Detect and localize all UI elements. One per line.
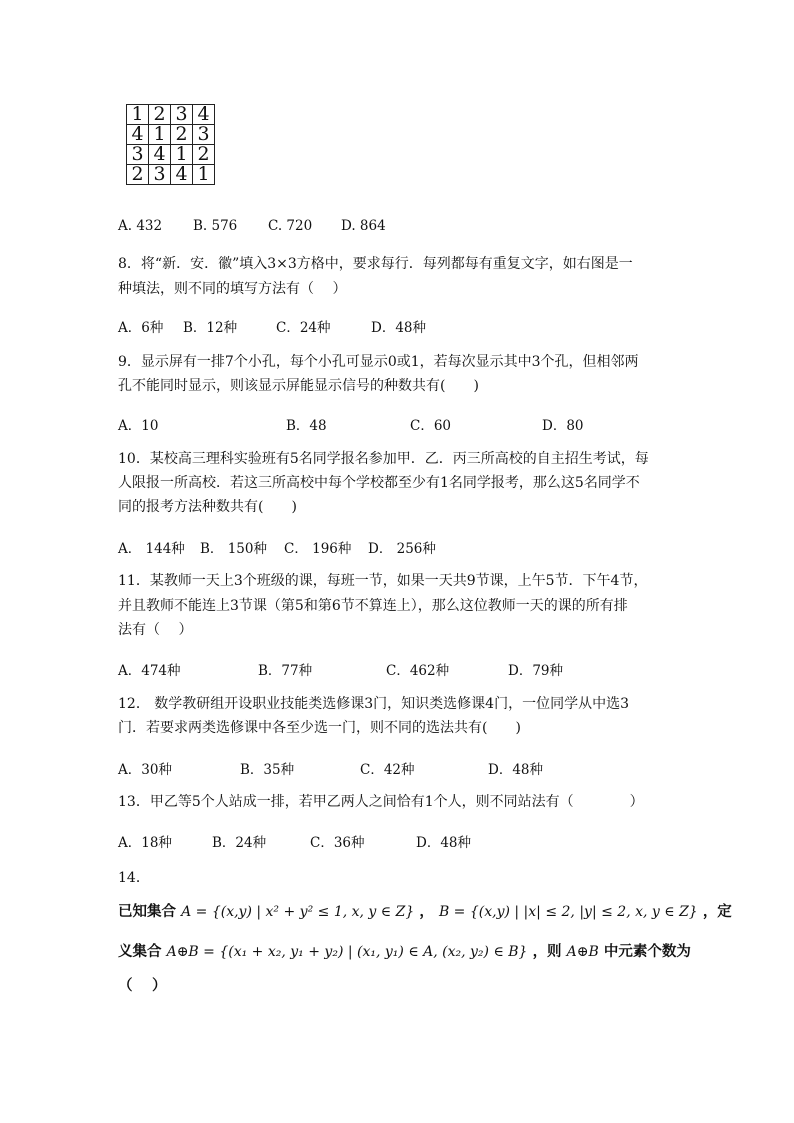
grid-cell: 1 [149,125,171,145]
q14-line-1 [118,900,732,921]
option-a: A．10 [118,418,159,434]
grid-cell: 4 [149,145,171,165]
grid-cell: 1 [171,145,193,165]
option-d: D. 864 [341,218,386,234]
option-b: B．77种 [258,663,313,679]
q14-line-2 [118,940,691,961]
grid-cell: 2 [127,165,149,185]
option-a: A．474种 [118,663,181,679]
grid-cell: 2 [171,125,193,145]
q11-line-2: 并且教师不能连上3节课（第5和第6节不算连上），那么这位教师一天的课的所有排 [118,598,628,614]
option-d: D． 256种 [368,541,436,557]
option-b: B．24种 [212,835,267,851]
q9-line-2: 孔不能同时显示，则该显示屏能显示信号的种数共有( ) [118,378,479,394]
q14-text: ，则 [532,944,562,960]
q12-line-2: 门．若要求两类选修课中各至少选一门，则不同的选法共有( ) [118,720,521,736]
number-grid-figure [126,104,215,185]
q14-number: 14． [118,870,150,886]
q14-set-a: A = {(x,y) | x² + y² ≤ 1, x, y ∈ Z} [181,904,415,920]
grid-cell: 4 [127,125,149,145]
q9-line-1: 9．显示屏有一排7个小孔，每个小孔可显示0或1，若每次显示其中3个孔，但相邻两 [118,354,639,370]
option-a: A．6种 [118,320,164,336]
option-b: B．12种 [183,320,238,336]
option-c: C．42种 [360,762,415,778]
grid-cell: 3 [127,145,149,165]
option-b: B．48 [286,418,327,434]
option-a: A．18种 [118,835,172,851]
q14-text: 义集合 [118,944,162,960]
option-c: C． 196种 [284,541,352,557]
option-b: B．35种 [240,762,295,778]
option-a: A. 432 [118,218,163,234]
q14-text: 已知集合 [118,904,176,920]
grid-cell: 1 [193,165,215,185]
option-a: A．30种 [118,762,172,778]
q14-text: ，定 [702,904,732,920]
grid-cell: 2 [149,105,171,125]
q10-line-1: 10．某校高三理科实验班有5名同学报名参加甲．乙．丙三所高校的自主招生考试，每 [118,451,649,467]
q12-line-1: 12． 数学教研组开设职业技能类选修课3门，知识类选修课4门，一位同学从中选3 [118,696,629,712]
option-d: D．48种 [416,835,472,851]
grid-cell: 4 [193,105,215,125]
q14-set-b: B = {(x,y) | |x| ≤ 2, |y| ≤ 2, x, y ∈ Z} [438,904,698,920]
q14-paren: （ ） [118,978,167,994]
grid-cell: 3 [171,105,193,125]
option-c: C. 720 [268,218,313,234]
q14-text: 中元素个数为 [603,944,691,960]
option-c: C．60 [410,418,452,434]
option-b: B． 150种 [200,541,267,557]
option-c: C．36种 [310,835,365,851]
q14-line-3 [118,974,167,995]
q8-line-2: 种填法，则不同的填写方法有（ ） [118,281,347,297]
q14-text: ， [419,904,434,920]
option-c: C．462种 [386,663,450,679]
grid-cell: 3 [193,125,215,145]
q14-a-plus-b: A⊕B [566,944,599,960]
option-d: D．48种 [488,762,544,778]
option-a: A． 144种 [118,541,185,557]
q8-line-1: 8．将“新．安．徽”填入3×3方格中，要求每行．每列都每有重复文字，如右图是一 [118,256,633,272]
q11-line-3: 法有（ ） [118,622,193,638]
grid-cell: 2 [193,145,215,165]
option-d: D．79种 [508,663,564,679]
q14-definition: A⊕B = {(x₁ + x₂, y₁ + y₂) | (x₁, y₁) ∈ A, (x₂, y₂) ∈ B} [166,944,528,960]
grid-cell: 4 [171,165,193,185]
q13-line-1: 13．甲乙等5个人站成一排，若甲乙两人之间恰有1个人，则不同站法有（ ） [118,794,644,810]
option-b: B. 576 [193,218,238,234]
q11-line-1: 11．某教师一天上3个班级的课，每班一节，如果一天共9节课，上午5节．下午4节， [118,573,648,589]
option-d: D．48种 [371,320,427,336]
q10-line-2: 人限报一所高校．若这三所高校中每个学校都至少有1名同学报考，那么这5名同学不 [118,475,640,491]
option-d: D．80 [542,418,584,434]
option-c: C．24种 [276,320,331,336]
grid-cell: 3 [149,165,171,185]
q10-line-3: 同的报考方法种数共有( ) [118,499,297,515]
grid-cell: 1 [127,105,149,125]
